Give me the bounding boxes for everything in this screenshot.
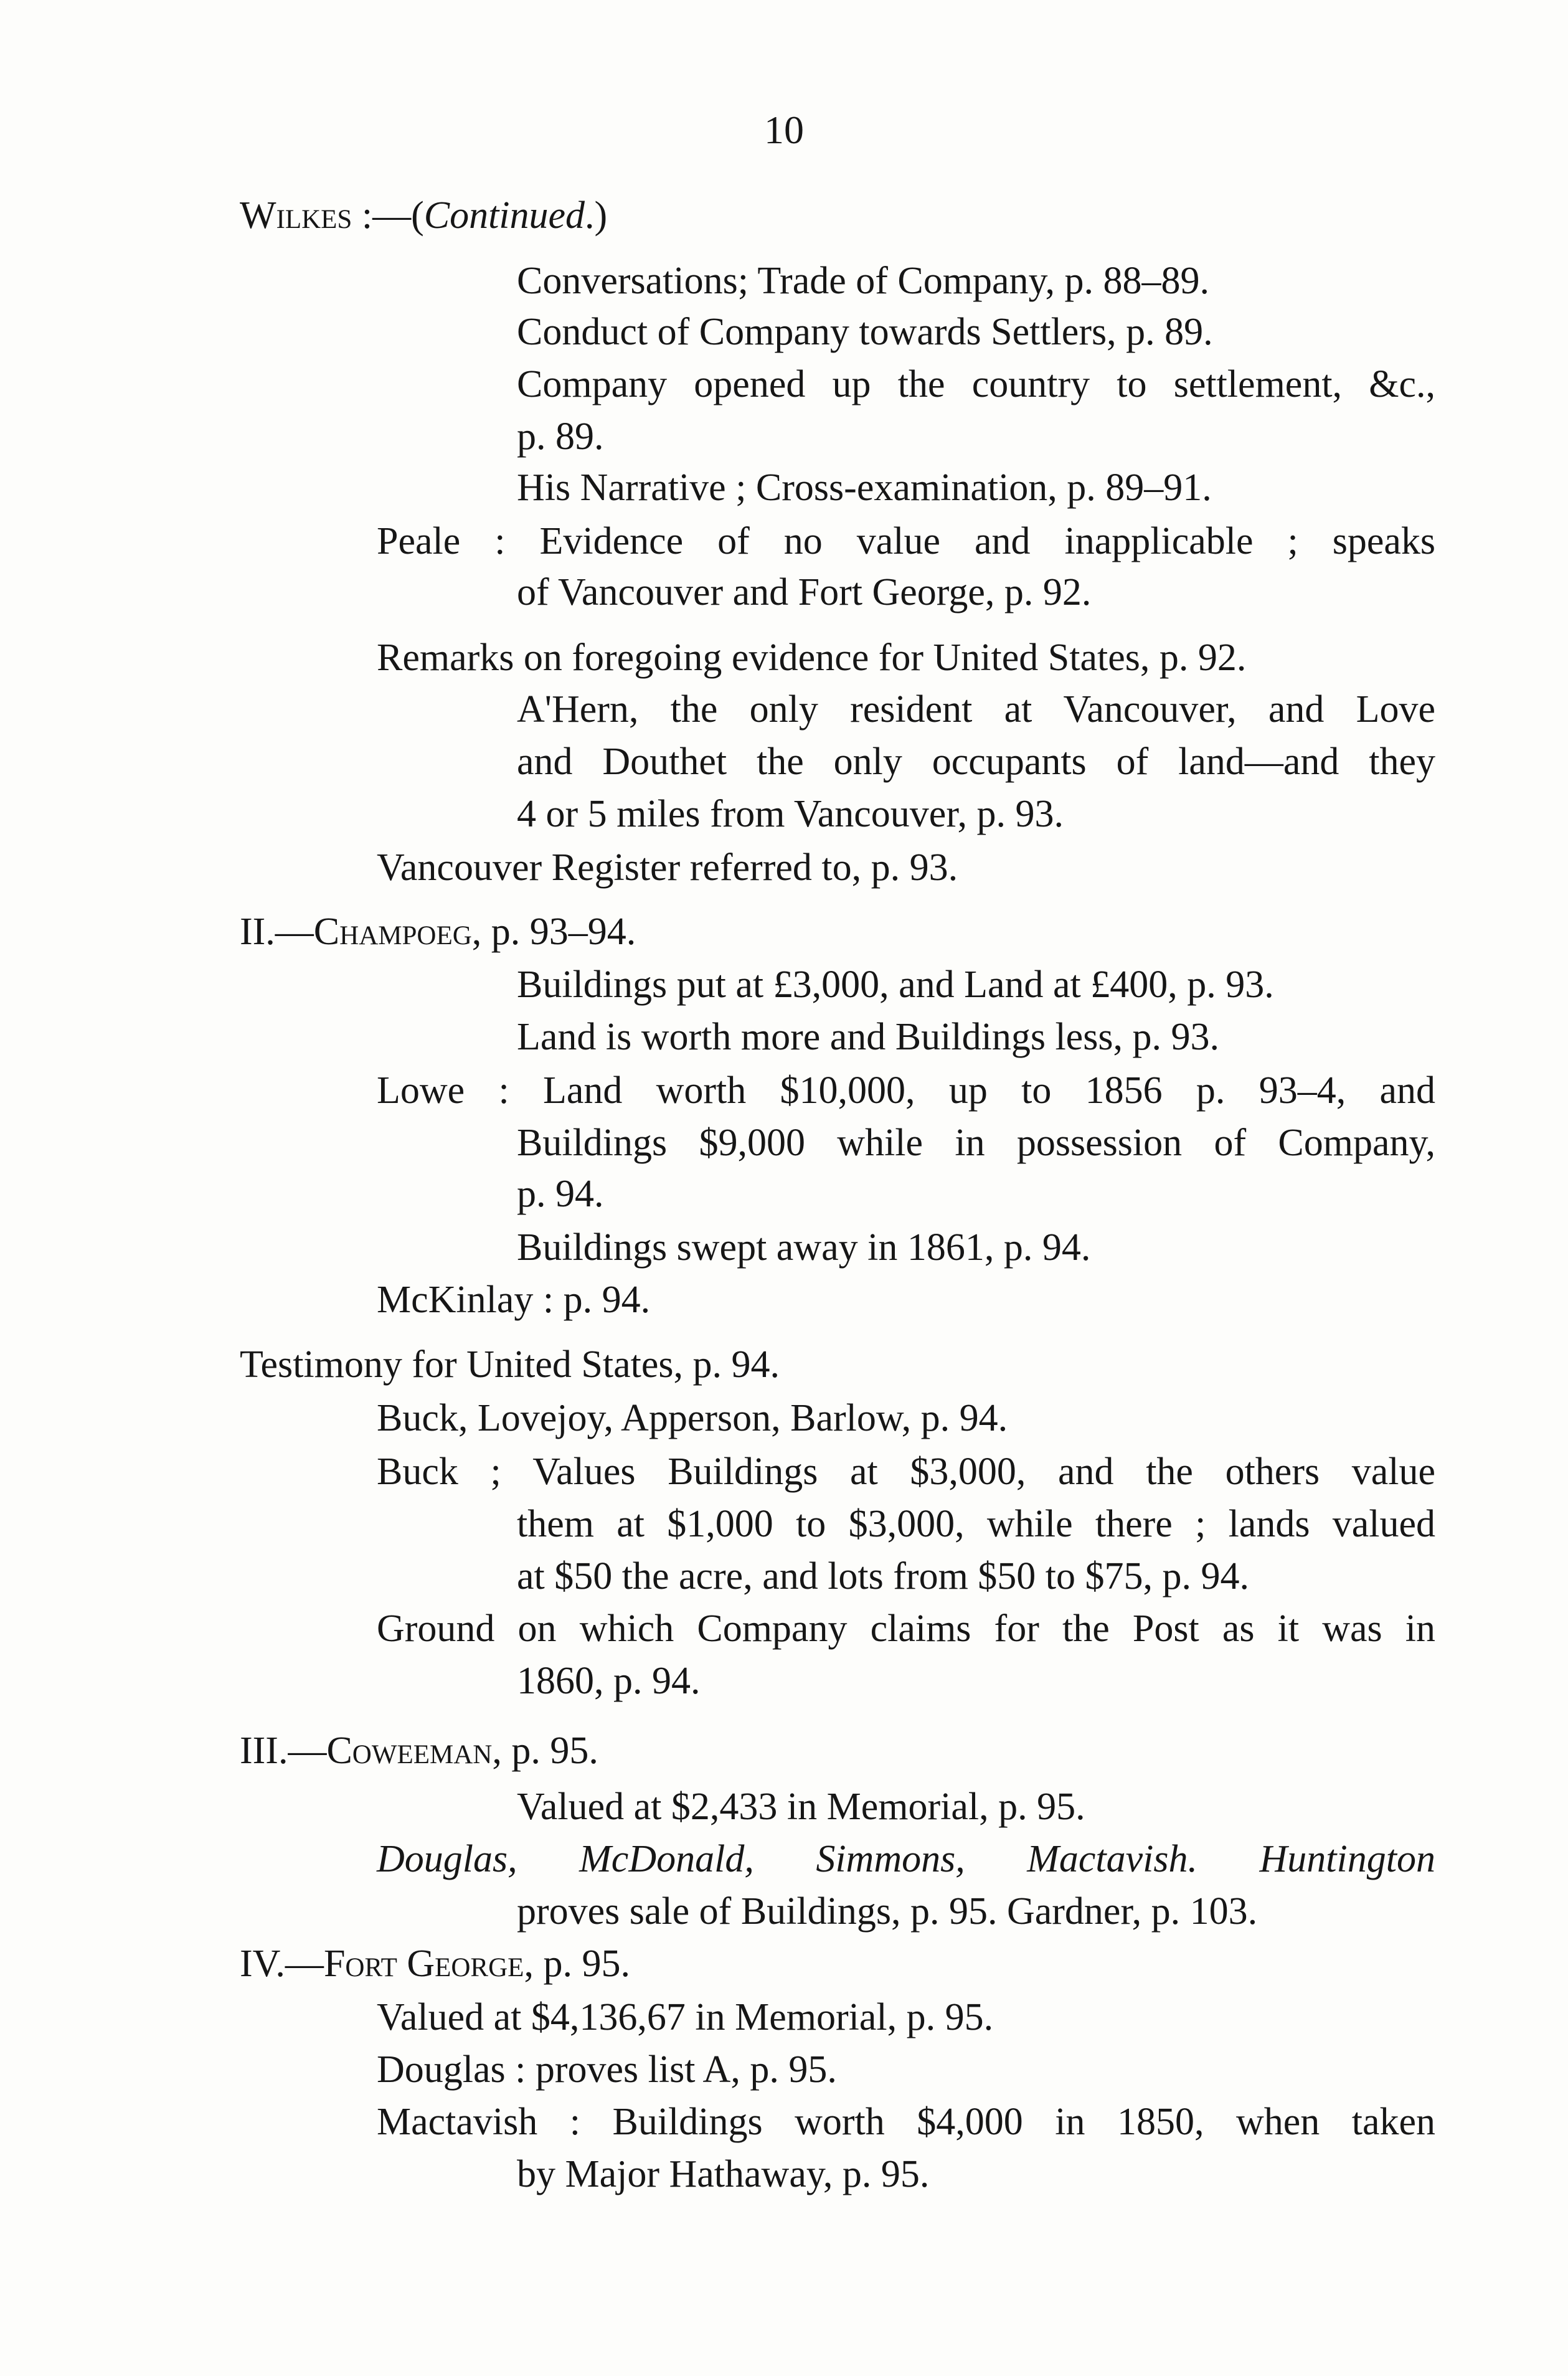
- index-line: proves sale of Buildings, p. 95. Gardner, p. 103.: [517, 1890, 1258, 1933]
- index-line: III.—Coweeman, p. 95.: [240, 1730, 598, 1772]
- index-line: at $50 the acre, and lots from $50 to $75, p. 94.: [517, 1555, 1250, 1597]
- index-line: p. 89.: [517, 415, 604, 458]
- index-line: McKinlay : p. 94.: [377, 1279, 651, 1321]
- index-line: Buck, Lovejoy, Apperson, Barlow, p. 94.: [377, 1397, 1008, 1439]
- index-line: Valued at $4,136,67 in Memorial, p. 95.: [377, 1996, 994, 2038]
- index-line: Ground on which Company claims for the Post as it was in: [377, 1607, 1435, 1650]
- index-line: A'Hern, the only resident at Vancouver, and Love: [517, 688, 1435, 731]
- index-line: Land is worth more and Buildings less, p. 93.: [517, 1016, 1219, 1058]
- index-line: 1860, p. 94.: [517, 1660, 701, 1702]
- index-line: of Vancouver and Fort George, p. 92.: [517, 571, 1092, 613]
- index-line: Conduct of Company towards Settlers, p. 89.: [517, 311, 1213, 353]
- index-line: Remarks on foregoing evidence for United States, p. 92.: [377, 637, 1247, 679]
- index-line: Valued at $2,433 in Memorial, p. 95.: [517, 1786, 1085, 1828]
- index-line: and Douthet the only occupants of land—and they: [517, 741, 1435, 783]
- index-line: Douglas, McDonald, Simmons, Mactavish. Huntington: [377, 1838, 1435, 1880]
- page-number: 10: [764, 108, 804, 152]
- index-line: p. 94.: [517, 1173, 604, 1215]
- index-line: them at $1,000 to $3,000, while there ; lands valued: [517, 1503, 1435, 1545]
- index-line: Buildings swept away in 1861, p. 94.: [517, 1226, 1091, 1269]
- index-line: Lowe : Land worth $10,000, up to 1856 p. 93–4, and: [377, 1069, 1435, 1112]
- index-line: Wilkes :—(Continued.): [240, 194, 608, 237]
- index-line: Vancouver Register referred to, p. 93.: [377, 846, 958, 889]
- index-line: His Narrative ; Cross-examination, p. 89–91.: [517, 466, 1212, 509]
- index-line: Testimony for United States, p. 94.: [240, 1343, 780, 1386]
- index-line: Buck ; Values Buildings at $3,000, and the others value: [377, 1451, 1435, 1493]
- index-line: Buildings $9,000 while in possession of Company,: [517, 1122, 1435, 1164]
- index-line: Mactavish : Buildings worth $4,000 in 1850, when taken: [377, 2101, 1435, 2143]
- index-line: Conversations; Trade of Company, p. 88–89.: [517, 260, 1209, 302]
- index-line: IV.—Fort George, p. 95.: [240, 1943, 630, 1985]
- index-line: II.—Champoeg, p. 93–94.: [240, 911, 636, 953]
- index-line: Buildings put at £3,000, and Land at £400, p. 93.: [517, 963, 1274, 1006]
- index-line: by Major Hathaway, p. 95.: [517, 2153, 930, 2195]
- index-line: Douglas : proves list A, p. 95.: [377, 2048, 837, 2091]
- index-line: Peale : Evidence of no value and inapplicable ; speaks: [377, 520, 1435, 562]
- index-line: Company opened up the country to settlement, &c.,: [517, 363, 1435, 405]
- index-line: 4 or 5 miles from Vancouver, p. 93.: [517, 793, 1064, 835]
